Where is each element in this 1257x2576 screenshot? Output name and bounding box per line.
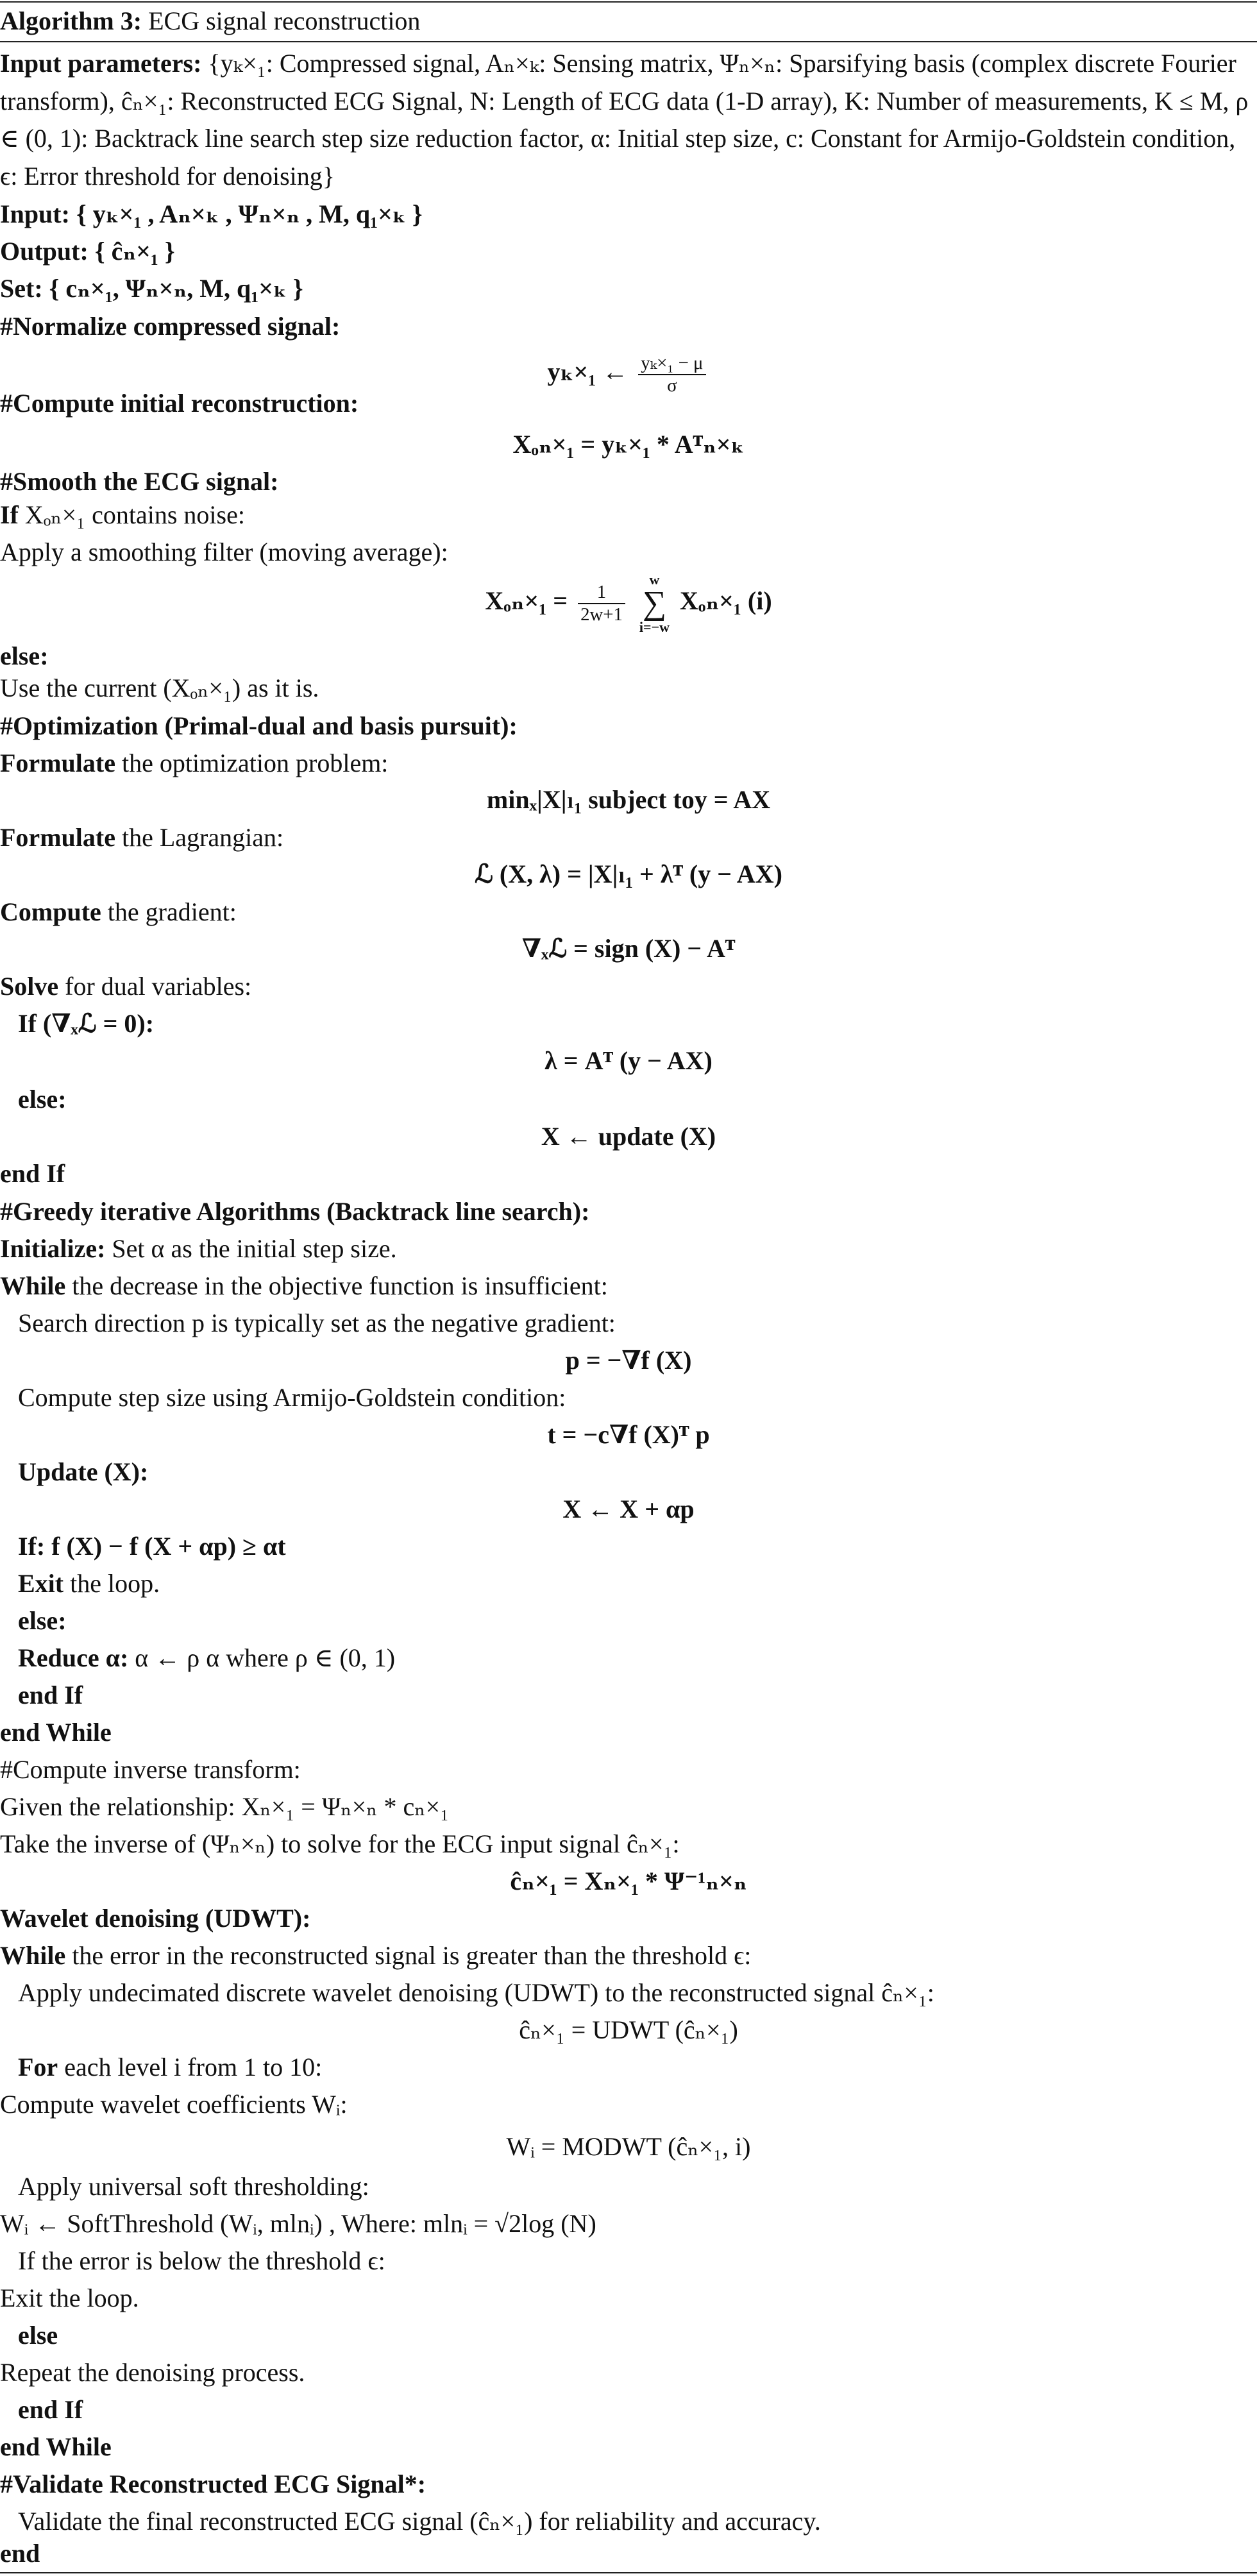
reduce-line <box>0 1640 1257 1677</box>
modwt-eq-text: Wᵢ = MODWT (ĉₙ×₁, i) <box>506 2132 751 2161</box>
end-if-3-text: end If <box>18 2395 83 2424</box>
initial-eq-text: Xₒₙ×₁ = yₖ×₁ * Aᵀₙ×ₖ <box>512 430 745 459</box>
if-grad-line <box>0 1005 1257 1043</box>
else-3-text: else: <box>18 1606 67 1635</box>
use-current-text: Use the current (Xₒₙ×₁) as it is. <box>0 674 319 702</box>
udwt-equation <box>0 2012 1257 2049</box>
for-line <box>0 2049 1257 2087</box>
given-relationship-text: Given the relationship: Xₙ×₁ = Ψₙ×ₙ * cₙ×₁ <box>0 1792 450 1821</box>
set-line <box>0 270 1257 308</box>
inverse-eq-text: ĉₙ×₁ = Xₙ×₁ * Ψ⁻¹ₙ×ₙ <box>510 1867 747 1895</box>
title-label: Algorithm 3: <box>0 6 142 35</box>
section-inverse <box>0 1751 1257 1789</box>
search-direction-text: Search direction p is typically set as the negative gradient: <box>18 1309 616 1337</box>
udwt-eq-text: ĉₙ×₁ = UDWT (ĉₙ×₁) <box>519 2015 738 2044</box>
initial-heading: #Compute initial reconstruction: <box>0 389 359 418</box>
if-cond-text: If: f (X) − f (X + αp) ≥ αt <box>18 1532 286 1561</box>
while-2-line <box>0 1937 1257 1975</box>
while-kw-1: While <box>0 1271 66 1300</box>
p-equation <box>0 1342 1257 1380</box>
if-cond-line <box>0 1528 1257 1566</box>
compute-coeffs-text: Compute wavelet coefficients Wᵢ: <box>0 2090 348 2119</box>
smooth-fraction <box>578 582 625 625</box>
formulate-problem-line <box>0 745 1257 783</box>
lambda-eq-text: λ = Aᵀ (y − AX) <box>544 1046 713 1075</box>
optimization-heading: #Optimization (Primal-dual and basis pursuit): <box>0 711 518 740</box>
solve-text: for dual variables: <box>65 972 252 1001</box>
section-smooth <box>0 463 1257 501</box>
repeat-text: Repeat the denoising process. <box>0 2358 305 2387</box>
end-while-2 <box>0 2428 1257 2466</box>
wavelet-heading: Wavelet denoising (UDWT): <box>0 1904 311 1933</box>
initialize-kw: Initialize: <box>0 1234 106 1263</box>
repeat-line <box>0 2354 1257 2392</box>
compute-gradient-line <box>0 894 1257 931</box>
update-x-text: Update (X): <box>18 1457 149 1486</box>
sum-upper: w <box>649 571 660 588</box>
params-text: {yₖ×₁: Compressed signal, Aₙ×ₖ: Sensing matrix, Ψₙ×ₙ: Sparsifying basis (complex discrete Fourier transform), ĉₙ×₁: Reconstructed ECG Signal, N: Length of ECG data (1-D array), K: Number of measurements, K ≤ M, ρ ∈ (0, 1): Backtrack line search step size reduction factor, α: Initial step size, c: Constant for Armijo-Goldstein condition, ϵ: Error threshold for denoising} <box>0 49 1249 191</box>
compute-coeffs-line <box>0 2086 1257 2124</box>
modwt-equation <box>0 2128 1257 2166</box>
else-1-text: else: <box>0 641 49 670</box>
greedy-heading: #Greedy iterative Algorithms (Backtrack line search): <box>0 1197 590 1226</box>
output-line <box>0 233 1257 271</box>
algorithm-title <box>0 3 1257 40</box>
while-1-text: the decrease in the objective function is insufficient: <box>72 1271 608 1300</box>
soft-threshold-text: Wᵢ ← SoftThreshold (Wᵢ, mlnᵢ) , Where: mlnᵢ = √2log (N) <box>0 2209 596 2238</box>
apply-smoothing-text: Apply a smoothing filter (moving average): <box>0 538 448 566</box>
take-inverse-text: Take the inverse of (Ψₙ×ₙ) to solve for the ECG input signal ĉₙ×₁: <box>0 1829 680 1858</box>
end-if-3 <box>0 2391 1257 2429</box>
input-line <box>0 196 1257 233</box>
input-parameters <box>0 45 1257 195</box>
update-x-line <box>0 1453 1257 1491</box>
initialize-text: Set α as the initial step size. <box>112 1234 397 1263</box>
if-noise-text: Xₒₙ×₁ contains noise: <box>24 500 245 529</box>
exit-kw: Exit <box>18 1569 64 1598</box>
lagrangian-eq-text: ℒ (X, λ) = |X|ₗ₁ + λᵀ (y − AX) <box>475 860 782 888</box>
end-if-2-text: end If <box>18 1681 83 1709</box>
formulate-kw-2: Formulate <box>0 823 115 852</box>
else-4-text: else <box>18 2321 58 2350</box>
formulate-problem-text: the optimization problem: <box>121 749 389 777</box>
bottom-rule <box>0 2572 1257 2573</box>
search-direction-line <box>0 1305 1257 1343</box>
normalize-lhs: yₖ×₁ ← <box>547 357 628 386</box>
validate-text: Validate the final reconstructed ECG signal (ĉₙ×₁) for reliability and accuracy. <box>18 2507 821 2536</box>
sum-operator <box>639 573 670 634</box>
smooth-equation <box>0 566 1257 636</box>
end-line <box>0 2535 1257 2573</box>
gradient-eq-text: ∇ₓℒ = sign (X) − Aᵀ <box>521 934 736 963</box>
inverse-equation <box>0 1863 1257 1901</box>
exit-loop-line <box>0 2280 1257 2318</box>
normalize-heading: #Normalize compressed signal: <box>0 312 341 341</box>
end-while-1 <box>0 1714 1257 1752</box>
soft-threshold-line <box>0 2205 1257 2243</box>
compute-step-text: Compute step size using Armijo-Goldstein condition: <box>18 1383 566 1412</box>
update-equation <box>0 1118 1257 1156</box>
take-inverse-line <box>0 1826 1257 1863</box>
else-2 <box>0 1081 1257 1119</box>
compute-gradient-text: the gradient: <box>107 897 237 926</box>
x-update-eq-text: X ← X + αp <box>562 1495 695 1523</box>
for-kw: For <box>18 2053 58 2081</box>
smooth-heading: #Smooth the ECG signal: <box>0 467 279 496</box>
compute-kw: Compute <box>0 897 101 926</box>
input-text: { yₖ×₁ , Aₙ×ₖ , Ψₙ×ₙ , M, q₁×ₖ } <box>76 199 423 228</box>
inverse-heading: #Compute inverse transform: <box>0 1755 301 1784</box>
title-text: ECG signal reconstruction <box>148 6 421 35</box>
exit-line <box>0 1565 1257 1603</box>
smooth-num: 1 <box>578 582 625 604</box>
t-equation <box>0 1416 1257 1454</box>
use-current-line <box>0 670 1257 708</box>
validate-heading: #Validate Reconstructed ECG Signal*: <box>0 2470 426 2498</box>
gradient-equation <box>0 930 1257 968</box>
reduce-text: α ← ρ α where ρ ∈ (0, 1) <box>135 1643 396 1672</box>
x-update-equation <box>0 1491 1257 1529</box>
reduce-kw: Reduce α: <box>18 1643 129 1672</box>
compute-step-line <box>0 1379 1257 1417</box>
smooth-den: 2w+1 <box>580 604 623 625</box>
while-2-text: the error in the reconstructed signal is greater than the threshold ϵ: <box>72 1941 752 1970</box>
end-text: end <box>0 2539 40 2568</box>
else-4 <box>0 2317 1257 2355</box>
apply-udwt-text: Apply undecimated discrete wavelet denoising (UDWT) to the reconstructed signal ĉₙ×₁: <box>18 1978 934 2007</box>
formulate-kw-1: Formulate <box>0 749 115 777</box>
while-kw-2: While <box>0 1941 66 1970</box>
solve-line <box>0 968 1257 1006</box>
section-validate <box>0 2466 1257 2504</box>
if-noise-line <box>0 496 1257 534</box>
set-text: { cₙ×₁, Ψₙ×ₙ, M, q₁×ₖ } <box>49 274 303 303</box>
smooth-rhs: Xₒₙ×₁ (i) <box>679 586 772 615</box>
if-error-line <box>0 2242 1257 2280</box>
min-eq-text: minₓ|X|ₗ₁ subject toy = AX <box>486 785 771 814</box>
initial-equation <box>0 426 1257 464</box>
set-label: Set: <box>0 274 43 303</box>
t-eq-text: t = −c∇f (X)ᵀ p <box>547 1420 710 1449</box>
end-if-1 <box>0 1155 1257 1193</box>
exit-text: the loop. <box>70 1569 160 1598</box>
output-text: { ĉₙ×₁ } <box>94 237 175 266</box>
lagrangian-equation <box>0 856 1257 894</box>
for-text: each level i from 1 to 10: <box>64 2053 323 2081</box>
end-while-2-text: end While <box>0 2432 112 2461</box>
apply-udwt-line <box>0 1974 1257 2012</box>
section-initial <box>0 385 1257 423</box>
smooth-lhs: Xₒₙ×₁ = <box>485 586 568 615</box>
section-greedy <box>0 1193 1257 1231</box>
normalize-num: yₖ×₁ − μ <box>638 353 705 375</box>
end-if-2 <box>0 1677 1257 1715</box>
formulate-lagrangian-line <box>0 819 1257 857</box>
apply-soft-line <box>0 2168 1257 2206</box>
else-3 <box>0 1602 1257 1640</box>
solve-kw: Solve <box>0 972 59 1001</box>
initialize-line <box>0 1230 1257 1268</box>
if-noise-kw: If <box>0 500 19 529</box>
while-1-line <box>0 1267 1257 1305</box>
update-eq-text: X ← update (X) <box>541 1122 716 1151</box>
normalize-den: σ <box>667 375 677 396</box>
end-if-1-text: end If <box>0 1159 65 1188</box>
sum-lower: i=−w <box>639 618 670 635</box>
lambda-equation <box>0 1042 1257 1080</box>
input-label: Input: <box>0 199 70 228</box>
sigma-symbol: ∑ <box>642 584 666 622</box>
section-optimization <box>0 708 1257 745</box>
exit-loop-text: Exit the loop. <box>0 2284 139 2312</box>
section-normalize <box>0 308 1257 346</box>
min-equation <box>0 781 1257 819</box>
else-2-text: else: <box>18 1085 67 1114</box>
if-error-text: If the error is below the threshold ϵ: <box>18 2246 385 2275</box>
formulate-lagrangian-text: the Lagrangian: <box>121 823 284 852</box>
section-wavelet <box>0 1900 1257 1938</box>
title-rule <box>0 41 1257 42</box>
p-eq-text: p = −∇f (X) <box>565 1346 692 1375</box>
output-label: Output: <box>0 237 89 266</box>
params-label: Input parameters: <box>0 49 202 78</box>
if-grad-text: If (∇ₓℒ = 0): <box>18 1009 155 1038</box>
given-relationship-line <box>0 1788 1257 1826</box>
end-while-1-text: end While <box>0 1718 112 1747</box>
apply-soft-text: Apply universal soft thresholding: <box>18 2172 369 2201</box>
